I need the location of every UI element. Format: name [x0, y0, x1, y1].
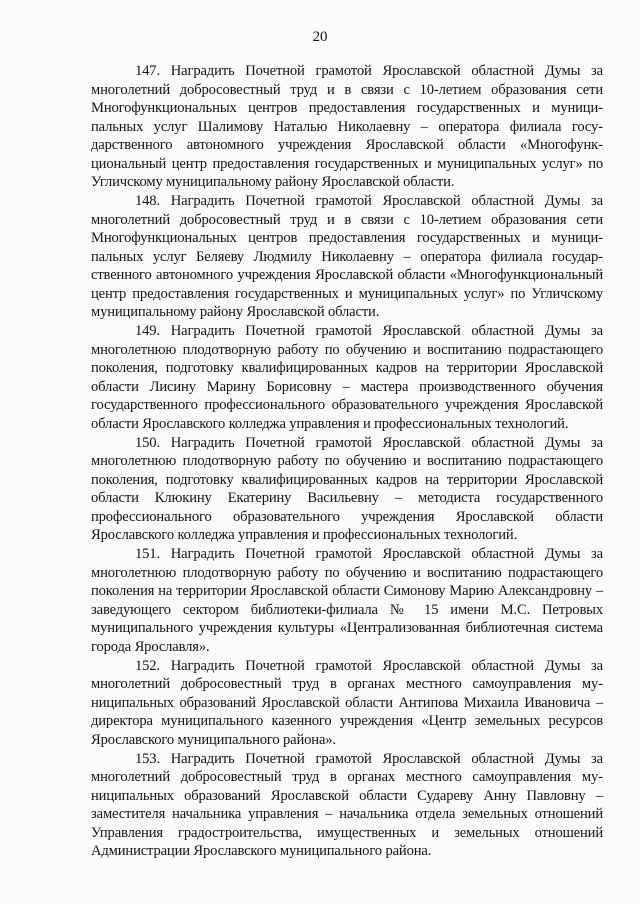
paragraph-item-148: 148. Наградить Почетной грамотой Ярославской областной Думы за многолетний добросовестный труд и в связи с 10-летием образования сети Многофункциональных центров предоставления государственных и муниципальных услуг Беляеву Людмилу Николаевну – оператора филиала государственного автономного учреждения Ярославской области «Многофункциональный центр предоставления государственных и муниципальных услуг» по Угличскому муниципальному району Ярославской области.: [91, 193, 603, 320]
paragraph-item-147: 147. Наградить Почетной грамотой Ярославской областной Думы за многолетний добросовестный труд и в связи с 10-летием образования сети Многофункциональных центров предоставления государственных и муниципальных услуг Шалимову Наталью Николаевну – оператора филиала государственного автономного учреждения Ярославской области «Многофункциональный центр предоставления государственных и муниципальных услуг» по Угличскому муниципальному району Ярославской области.: [91, 63, 603, 190]
paragraph-item-150: 150. Наградить Почетной грамотой Ярославской областной Думы за многолетнюю плодотворную работу по обучению и воспитанию подрастающего поколения, подготовку квалифицированных кадров на территории Ярославской области Клюкину Екатерину Васильевну – методиста государственного профессионального образовательного учреждения Ярославской области Ярославского колледжа управления и профессиональных технологий.: [91, 434, 603, 543]
page-number: 20: [312, 29, 328, 45]
paragraph-item-149: 149. Наградить Почетной грамотой Ярославской областной Думы за многолетнюю плодотворную работу по обучению и воспитанию подрастающего поколения, подготовку квалифицированных кадров на территории Ярославской области Лисину Марину Борисовну – мастера производственного обучения государственного профессионального образовательного учреждения Ярославской области Ярославского колледжа управления и профессиональных технологий.: [91, 323, 603, 432]
paragraph-item-151: 151. Наградить Почетной грамотой Ярославской областной Думы за многолетнюю плодотворную работу по обучению и воспитанию подрастающего поколения на территории Ярославской области Симонову Марию Александровну – заведующего сектором библиотеки-филиала № 15 имени М.С. Петровых муниципального учреждения культуры «Централизованная библиотечная система города Ярославля».: [91, 546, 603, 655]
document-body: [91, 62, 603, 861]
paragraph-item-153: 153. Наградить Почетной грамотой Ярославской областной Думы за многолетний добросовестный труд в органах местного самоуправления муниципальных образований Ярославской области Судареву Анну Павловну – заместителя начальника управления – начальника отдела земельных отношений Управления градостроительства, имущественных и земельных отношений Администрации Ярославского муниципального района.: [91, 750, 603, 859]
paragraph-item-152: 152. Наградить Почетной грамотой Ярославской областной Думы за многолетний добросовестный труд в органах местного самоуправления муниципальных образований Ярославской области Антипова Михаила Ивановича – директора муниципального казенного учреждения «Центр земельных ресурсов Ярославского муниципального района».: [91, 657, 603, 748]
